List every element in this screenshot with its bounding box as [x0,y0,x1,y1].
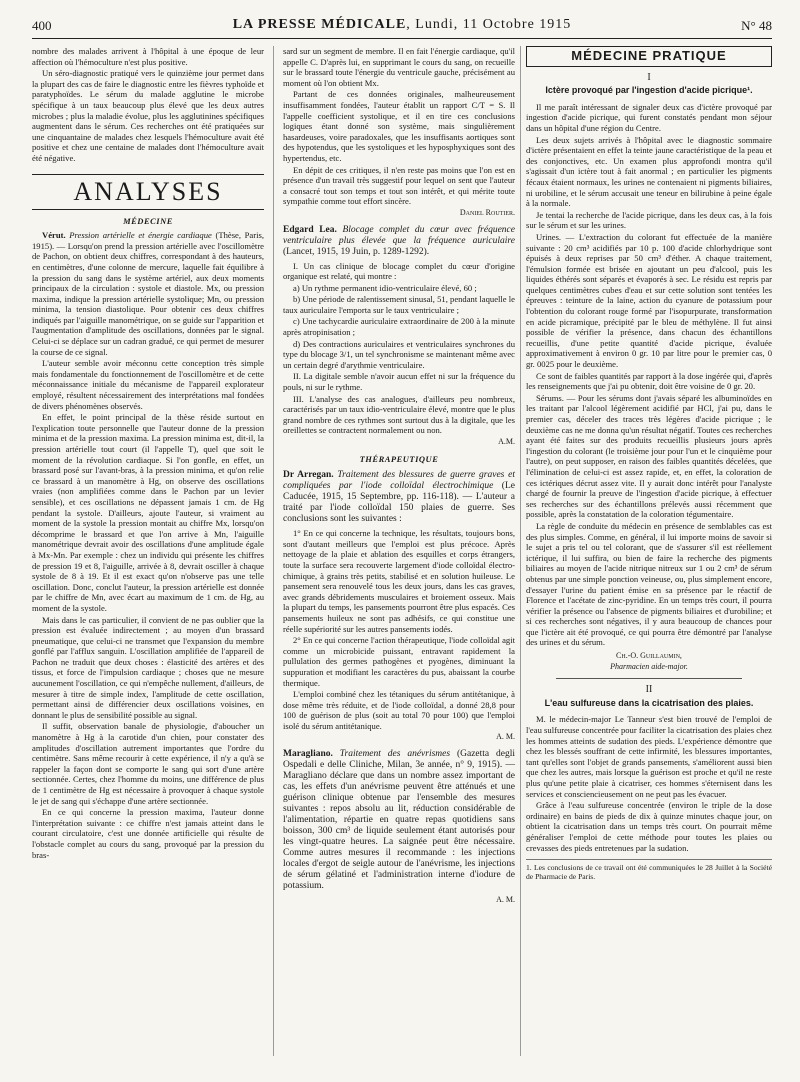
signature: A.M. [498,437,515,446]
paragraph: En ce qui concerne la pression maxima, l'auteur donne l'interprétation suivante : ce chiffre n'est jamais atteint dans le courant circulatoire, c'est une donnée artificielle qui résulte de l'obstacle complet au cours du sang, provoqué par la pression du bras- [32,807,264,860]
paragraph: c) Une tachycardie auriculaire extraordinaire de 200 à la minute après atropinisation ; [283,316,515,338]
paragraph: Sérums. — Pour les sérums dont j'avais séparé les albuminoïdes en les traitant par l'alcool légèrement acidifié par HCl, j'ai pu, dans le premier cas, déceler des traces très légères d'acide picrique ; le deuxième cas ne me donna qu'un résultat négatif. Toutes ces recherches ayant été faites sur des produits recueillis plusieurs jours après l'ingestion du colorant (le troisième jour pour l'un et le cinquième pour l'autre), on peut supposer, en raison des faibles quantités décelées, que l'élimination de celui-ci est assez rapide, et, en effet, la coloration de ces ictériques décrut assez vite. Il y aurait donc intérêt pour l'analyste chargé de fournir la preuve de l'ingestion d'acide picrique, à effectuer ses recherches sur des échantillons prélevés aussi récemment que possible, après la constatation de la coloration tégumentaire. [526,392,772,520]
paragraph: Il suffit, observation banale de physiologie, d'aboucher un manomètre à Hg à la carotide d'un chien, pour constater des amplitudes d'oscillation autrement importantes que l'ordre du centimètre. Sans même recourir à cette expérience, il n'y a qu'à se rappeler la façon dont se comporte le sang qui sort d'une artère sectionnée. Certes, chez l'homme du moins, une différence de plus de 1 centimètre de Hg est nécessaire à provoquer à chaque systole le jet de sang qui s'échappe d'une artère sectionnée. [32,721,264,806]
paragraph: I. Un cas clinique de blocage complet du cœur d'origine organique est relaté, qui montre : [283,260,515,282]
paragraph: M. le médecin-major Le Tanneur s'est bien trouvé de l'emploi de l'eau sulfureuse concentrée pour faciliter la cicatrisation des plaies chez les hommes atteints de sudation des pieds. L'expérience démontre que chez les blessés souffrant de cette infirmité, les blessures importantes, tant qu'elles sont l'objet de grands pansements, s'améliorent aussi bien que chez les autres, mais lorsque la guérison est proche et qu'il ne reste plus qu'une petite plaie à cicatriser, ces hommes s'éternisent dans les services et consciencieusement on ne peut pas les évacuer. [526,714,772,799]
paragraph: — Lorsqu'on prend la pression artérielle avec l'oscillomètre de Pachon, on obtient deux chiffres, correspondant à des hauteurs, en centimètres, d'une colonne de mercure, laquelle fait équilibre à la pression du sang dans le système artériel, aux deux moments principaux de la circulation : systole et diastole. Mx, ou pression maxima, indique la pression artérielle systolique; Mn, ou pression minima, la tension diastolique. Pour obtenir ces deux chiffres indiqués par l'aiguille manométrique, on se guide sur l'apparition et l'augmentation d'amplitude des oscillations, données par le signal. Celui-ci se déplace sur un cadran gradué, ce qui permet de mesurer la course de ce signal. [32,240,264,357]
paragraph: Je tentai la recherche de l'acide picrique, dans les deux cas, à la fois sur le sérum et sur les urines. [526,209,772,231]
section-number: I [647,71,651,83]
section-heading-medecine-pratique: MÉDECINE PRATIQUE [526,46,772,67]
article-title [283,470,515,525]
section-number: II [645,684,653,696]
paragraph: a) Un rythme permanent idio-ventriculaire élevé, 60 ; [293,282,477,293]
paragraph: — L'auteur a traité par l'iode colloïdal 150 plaies de guerre. Ses conclusions sont les suivantes : [283,492,516,525]
section-heading-analyses: ANALYSES [32,174,264,210]
issue-number: N° 48 [741,18,772,33]
signature: A. M. [496,732,515,742]
paragraph: La règle de conduite du médecin en présence de semblables cas est des plus simples. Comme, en général, il lui importe moins de savoir si le sujet a pris tel ou tel colorant, que de s'assurer s'il est réellement ictérique, il lui suffira, ou bien de faire la recherche des pigments biliaires au moyen de l'acide nitrique nitreux sur 1 ou 2 cm³ de sérum obtenus par une simple ponction veineuse, ou, plus simplement encore, d'essayer l'urine du patient émise en sa présence par le réactif de Florence et l'acétate de zinc-pyridine. En un temps très court, il pourra vérifier la présence ou l'absence de pigments biliaires et d'urobiline; et si ces recherches sont négatives, il y aura beaucoup de chances pour que l'ictère ait été provoqué, ce qui pourra être démontré par l'analyse des urines et du sérum. [526,520,772,648]
article-title-text: Pression artérielle et énergie cardiaque [65,230,212,241]
paragraph: III. L'analyse des cas analogues, d'ailleurs peu nombreux, caractérisés par un taux idio-ventriculaire élevé, montre que le plus grand nombre de ces rythmes sont surtout dus à la digitale, que les oreillettes se contractent normalement ou non. [283,393,515,436]
article-author: Vérut. [42,230,66,241]
author-role: Pharmacien aide-major. [610,661,688,671]
page-number: 400 [32,18,52,33]
paragraph: L'emploi combiné chez les tétaniques du sérum antitétanique, à dose même très réduite, et de l'iode colloïdal, a donné 28,8 pour 100 de guérison de plus (soit au total 70 pour 100) que l'emploi isolé du sérum antitétanique. [283,689,515,731]
paragraph: 1° En ce qui concerne la technique, les résultats, toujours bons, sont d'autant meilleurs que l'emploi est plus précoce. Après nettoyage de la plaie et ablation des esquilles et corps étrangers, toute la surface sera recouverte largement d'iode colloïdal électro-chimique, à grains très petits, stabilisé et en solution huileuse. Le pansement sera renouvelé tous les deux jours, dans les cas graves, avec grands débridements musculaires et broiement osseux. Mais la plupart du temps, les pansements pourront être plus espacés. Ces pansements huileux ne sont pas adhésifs, ce qui constitue une réelle supériorité sur les autres pansements iodés. [283,528,515,634]
paragraph: II. La digitale semble n'avoir aucun effet ni sur la fréquence du pouls, ni sur le rythme. [283,371,515,393]
page-header [32,16,772,39]
footnote: 1. Les conclusions de ce travail ont été communiquées le 28 Juillet à la Société de Pharmacie de Paris. [526,859,772,881]
author-name: Ch.-O. Guillaumin, [616,651,682,661]
article-ref: (Lancet, 1915, 19 Juin, p. 1289-1292). [283,246,430,257]
article-title [283,225,515,258]
article-heading: L'eau sulfureuse dans la cicatrisation des plaies. [544,697,754,708]
paragraph: Grâce à l'eau sulfureuse concentrée (environ le triple de la dose ordinaire) en bains de pieds de dix à quinze minutes chaque jour, on obtient la cicatrisation dans un temps très court. On pourrait même généraliser l'emploi de cette méthode pour toutes les plaies ou crevasses des pieds entretenues par la sudation. [526,800,772,853]
paragraph: Il me paraît intéressant de signaler deux cas d'ictère provoqué par ingestion d'acide picrique, qui furent constatés pendant mon séjour dans un hôpital d'une région du Centre. [526,101,772,133]
journal-title [32,17,772,33]
article-title [283,749,515,892]
article-title-text: Traitement des anévrismes [332,749,451,760]
column-3 [526,46,772,882]
column-1 [32,46,264,861]
paragraph: d) Des contractions auriculaires et ventriculaires synchrones du type du blocage 3/1, un tel synchronisme se maintenant même avec un certain degré d'arythmie ventriculaire. [283,338,515,370]
column-rule [273,46,274,1056]
paragraph: 2° En ce qui concerne l'action thérapeutique, l'iode colloïdal agit comme un microbicide puissant, entravant rapidement la pullulation des germes pathogènes et pyogènes, diminuant la suppuration et modifiant les caractères du pus, abaissant la courbe thermique. [283,635,515,688]
subsection-medecine: MÉDECINE [123,215,173,226]
paragraph: Mais dans le cas particulier, il convient de ne pas oublier que la pression est évaluée indirectement ; au moyen d'un brassard pneumatique, que celui-ci ne transmet que l'expansion du membre gonflé par l'afflux sanguin. L'oscillation amplifiée de l'appareil de Pachon ne traduit que deux choses : élasticité des artères et des tissus, et force de l'impulsion cardiaque ; choses que ne mesure aucunement l'oscillation, ce qui n'empêche nullement, d'ailleurs, de mesurer à titre de simple index, l'amplitude de cette oscillation, permettant ainsi de différencier deux oscillations voisines, en donnant le plus de sensibilité possible au signal. [32,614,264,720]
article-author: Dr Arregan. [283,470,334,481]
paragraph: Ce sont de faibles quantités par rapport à la dose ingérée qui, d'après les renseignements que j'ai pu obtenir, doit être voisine de 0 gr. 20. [526,370,772,392]
paragraph: sard sur un segment de membre. Il en fait l'énergie cardiaque, qu'il appelle C. D'après lui, en supprimant le cours du sang, on recueille sur le brassard toute l'énergie du ventricule gauche, précisément au moment où l'on obtient Mx. [283,46,515,88]
paragraph: — Maragliano déclare que dans un nombre assez important de cas, les effets d'un anévrisme peuvent être atténués et une guérison clinique obtenue par l'ensemble des mesures suivantes : repos absolu au lit, réduction considérable de l'alimentation, répartie en quatre repas quotidiens sans boisson, 300 cm³ de liquide seulement étant autorisés pour les vingt-quatre heures. La saignée peut être nécessaire. Comme autres mesures il recommande : les injections locales d'ergot de seigle autour de l'anévrisme, les injections de sérum gélatiné et l'administration interne d'iodure de potassium. [283,760,515,892]
article-title-text: Blocage complet du cœur avec fréquence ventriculaire plus élevée que la fréquence auriculaire [283,224,515,246]
paragraph: L'auteur semble avoir méconnu cette conception très simple mais fondamentale du fonctionnement de l'oscillomètre et de cette méconnaissance initiale du mécanisme de l'appareil explorateur employé, résultent nécessairement des interprétations mal fondées de divers phénomènes observés. [32,358,264,411]
paragraph: b) Une période de ralentissement sinusal, 51, pendant laquelle le taux auriculaire l'emporta sur le taux ventriculaire ; [283,294,515,315]
article-ref: (Le Caducée, 1915, 15 Septembre, pp. 116-118). [283,481,515,503]
article-heading: Ictère provoqué par l'ingestion d'acide picrique¹. [545,85,753,96]
column-rule [520,46,521,1056]
signature: Daniel Routier. [459,207,515,217]
paragraph: Un séro-diagnostic pratiqué vers le quinzième jour permet dans la plupart des cas de faire le diagnostic entre les fièvres typhoïde et paratyphoïdes. Le sérum du malade agglutine le microbe spécifique à un taux beaucoup plus élevé que les deux autres microbes ; plus la maladie évolue, plus les agglutinines spécifiques augmentent dans le sérum. Ces recherches ont été pratiquées sur une cinquantaine de malades chez lesquels l'hémoculture avait été positive et chez une centaine de malades dont l'hémoculture avait été négative. [32,68,264,163]
article-author: Maragliano. [283,749,333,760]
article-title-text: Traitement des blessures de guerre graves et compliquées par l'iode colloïdal électrochimique [283,470,515,492]
issue-date: , Lundi, 11 Octobre 1915 [406,17,572,32]
article-ref: (Thèse, Paris, 1915). [32,230,264,251]
article-ref: (Gazetta degli Ospedali e delle Cliniche, Milan, 3e année, n° 9, 1915). [283,749,515,771]
subsection-therapeutique: THÉRAPEUTIQUE [359,453,439,464]
journal-name: LA PRESSE MÉDICALE [232,17,407,32]
paragraph: Les deux sujets arrivés à l'hôpital avec le diagnostic sommaire d'ictère présentaient en effet la teinte jaune caractéristique de la peau et des conjonctives, etc. Un examen plus approfondi montra qu'il s'agissait d'un ictère tout à fait anormal ; en particulier les pigments fécaux étaient normaux, les urines ne contenaient ni pigments biliaires, ni urobiline, et le sérum accusait une teneur en bilirubine à peine égale à la normale. [526,134,772,209]
article-author: Edgard Lea. [283,224,337,235]
paragraph: nombre des malades arrivent à l'hôpital à une époque de leur affection où l'hémoculture n'est plus positive. [32,46,264,67]
paragraph: Partant de ces données originales, malheureusement insuffisamment fondées, l'auteur établit un rapport C/T = S. Il l'appelle coefficient systolique, et il en tire ces conclusions logiques étant donné son système, mais singulièrement hasardeuses, voire paradoxales, que les insuffisants aortiques sont des hypotendus, que les systoliques et les hyposphyxiques sont des hypertendus, etc. [283,89,515,163]
paragraph: Urines. — L'extraction du colorant fut effectuée de la manière suivante : 20 cm³ acidifiés par 10 p. 100 d'acide chlorhydrique sont épuisés à deux reprises par 50 cm³ d'éther. A chaque traitement, l'émulsion formée est brisée en ajoutant un peu d'alcool, puis les liquides éthérés sont séparés et évaporés à sec. Le résidu est repris par quelques centimètres cubes d'eau et sur cette solution sont tentées les épreuves : teinture de la laine, action du cyanure de potassium pour l'obtention du colorant rouge formé par l'isopurpurate, transformation en acide picramique, précipité par le bleu de méthylène. Il fut ainsi possible de vérifier la présence, dans chacun des échantillons recueillis, d'une petite quantité d'acide picrique, évaluée approximativement à environ 0 gr. 10 par litre pour le premier cas, 0 gr. 0025 pour le deuxième. [526,231,772,370]
article-title [32,230,264,357]
divider [556,678,742,679]
paragraph: En dépit de ces critiques, il n'en reste pas moins que l'on est en présence d'un travail très suggestif pour lequel on sent que l'auteur a consacré tout son temps et tout son intérêt, et qui mérite toute sympathie comme tout effort sincère. [283,164,515,207]
paragraph: En effet, le point principal de la thèse réside surtout en l'explication toute personnelle que l'auteur donne de la pression minima et de la pression maxima. La pression minima est, dit-il, la pression artérielle tout court (il l'appelle T), quel que soit le moment de la révolution cardiaque. Si l'on gonfle, en effet, un brassard posé sur l'avant-bras, à la pression minima, et qu'on relie ce brassard à un manomètre à Hg, on observe des oscillations vraies (non amplifiées comme dans le Pachon par un levier sensible), et ces oscillations ne dépassent jamais 1 cm. de Hg pendant la systole. D'ailleurs, ajoute l'auteur, si vraiment au moment de la systole la pression montait au chiffre Mx, lorsqu'on décomprime le brassard et que l'on arrive à Mn, l'aiguille manométrique devrait avoir des oscillations d'une amplitude égale à Mx-Mn. Par exemple : chez un individu qui présente les chiffres de pression 19 et 8, l'aiguille, arrivée à 8, devrait osciller à chaque systole de 8 à 19. Et il est exact qu'on n'observe pas une telle oscillation. Donc, conclut l'auteur, la pression artérielle est donnée par le chiffre de Mn, avec écart au maximum de 1 cm. de Hg, au moment de la systole. [32,412,264,613]
column-2 [283,46,515,911]
signature: A. M. [496,895,515,905]
